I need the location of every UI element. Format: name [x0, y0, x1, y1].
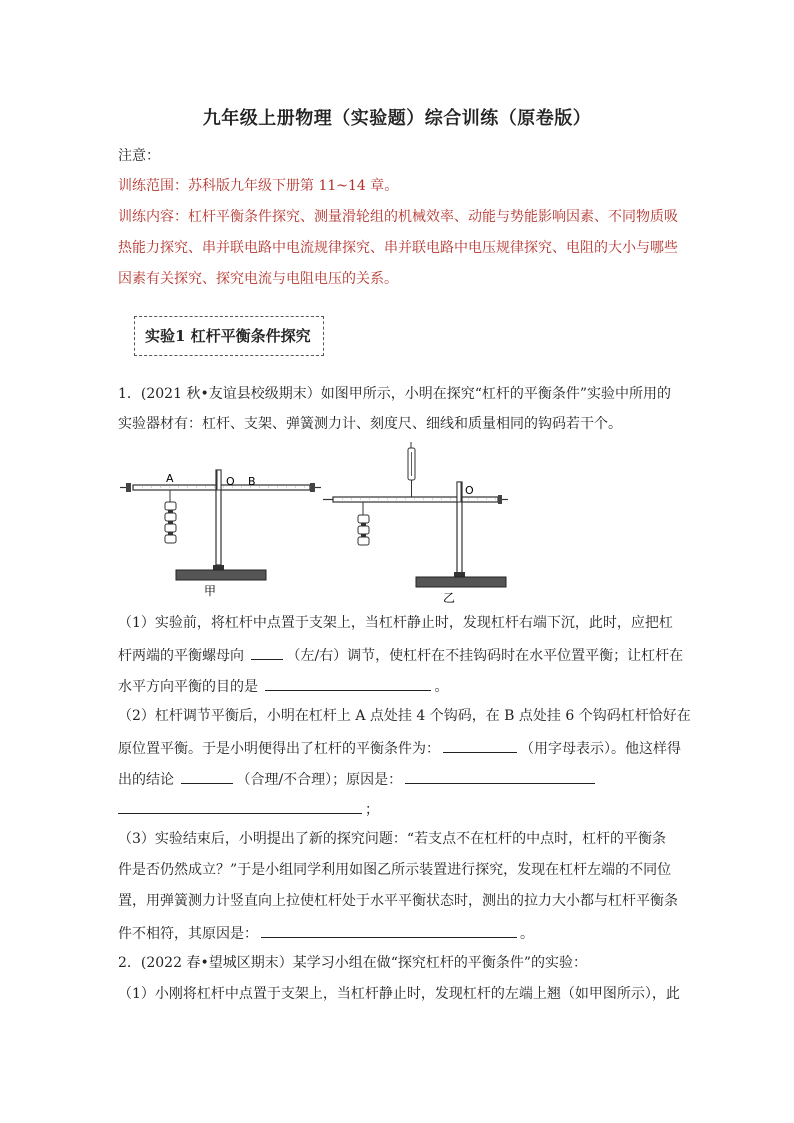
scope-label: 训练范围：	[118, 178, 188, 194]
label-jia: 甲	[204, 584, 217, 598]
q1-part2-text-3b: （合理/不合理）；原因是：	[236, 772, 403, 788]
page-title: 九年级上册物理（实验题）综合训练（原卷版）	[202, 108, 592, 129]
label-yi: 乙	[443, 591, 456, 605]
spring-scale	[408, 442, 415, 497]
pivot-yi	[457, 482, 461, 502]
q1-part1-text-3b: 。	[434, 679, 449, 695]
q1-part1-text-3a: 水平方向平衡的目的是	[118, 679, 263, 695]
answer-blank-reason-1[interactable]	[405, 768, 595, 784]
content-label: 训练内容：	[118, 209, 188, 225]
right-nut-yi	[498, 495, 502, 504]
right-nut-jia	[310, 483, 315, 492]
figure-jia	[120, 470, 321, 598]
q1-part1-line-3	[118, 675, 678, 697]
answer-blank-reason-2[interactable]	[118, 798, 362, 814]
label-b: B	[248, 475, 256, 488]
q1-part3-text-4b: 。	[520, 926, 534, 942]
answer-blank-formula[interactable]	[443, 737, 517, 753]
training-content-line-1	[118, 207, 678, 227]
answer-blank-purpose[interactable]	[265, 675, 431, 691]
q1-part3-line-1: （3）实验结束后，小明提出了新的探究问题：“若支点不在杠杆的中点时，杠杆的平衡条	[118, 831, 667, 847]
content-text-1: 杠杆平衡条件探究、测量滑轮组的机械效率、动能与势能影响因素、不同物质吸	[188, 209, 678, 225]
hook-weights-yi	[358, 515, 369, 545]
q1-part2-text-3a: 出的结论	[118, 772, 179, 788]
q1-part1-text-2a: 杆两端的平衡螺母向	[118, 648, 249, 664]
answer-blank-direction[interactable]	[251, 644, 283, 660]
base-block-yi	[454, 572, 465, 577]
base-yi	[416, 577, 506, 587]
q1-part2-line-1: （2）杠杆调节平衡后，小明在杠杆上 A 点处挂 4 个钩码，在 B 点处挂 6 个钩码杠杆恰好在	[118, 708, 691, 724]
answer-blank-reasonable[interactable]	[181, 768, 233, 784]
pivot-jia	[217, 470, 221, 490]
q1-part3-line-4	[118, 922, 678, 944]
q1-part1-line-1: （1）实验前，将杠杆中点置于支架上，当杠杆静止时，发现杠杆右端下沉，此时，应把杠	[118, 615, 673, 631]
hook-weights-jia	[165, 502, 176, 543]
q1-stem-line-2: 实验器材有：杠杆、支架、弹簧测力计、刻度尺、细线和质量相同的钩码若干个。	[118, 416, 622, 432]
q1-part2-text-4b: ；	[365, 802, 379, 818]
q1-part2-text-2a: 原位置平衡。于是小明便得出了杠杆的平衡条件为：	[118, 741, 440, 757]
lever-bar-yi	[333, 497, 498, 502]
q1-part2-line-4	[118, 798, 678, 820]
left-nut-jia	[126, 483, 131, 492]
q1-part2-line-3	[118, 768, 678, 790]
q1-part2-line-2	[118, 737, 681, 759]
section-heading-box: 实验1 杠杆平衡条件探究	[134, 316, 324, 356]
q1-part2-text-2b: （用字母表示）。他这样得	[520, 741, 681, 757]
answer-blank-cause[interactable]	[261, 922, 517, 938]
q2-stem-line-1: 2．(2022 春•望城区期末）某学习小组在做“探究杠杆的平衡条件”的实验：	[118, 955, 588, 971]
q1-stem-line-1: 1．(2021 秋•友谊县校级期末）如图甲所示，小明在探究“杠杆的平衡条件”实验中所用的	[118, 386, 672, 402]
training-content-line-2: 热能力探究、串并联电路中电流规律探究、串并联电路中电压规律探究、电阻的大小与哪些	[118, 240, 678, 256]
label-o-jia: O	[226, 475, 235, 488]
training-scope	[118, 176, 678, 196]
q1-part1-text-2b: （左/右）调节，使杠杆在不挂钩码时在水平位置平衡；让杠杆在	[286, 648, 684, 664]
training-content-line-3: 因素有关探究、探究电流与电阻电压的关系。	[118, 271, 398, 287]
q1-part3-text-4a: 件不相符，其原因是：	[118, 926, 258, 942]
label-o-yi: O	[465, 484, 474, 497]
lever-figure	[118, 440, 518, 605]
q1-part3-line-2: 件是否仍然成立？”于是小组同学利用如图乙所示装置进行探究，发现在杠杆左端的不同位	[118, 862, 672, 878]
label-a: A	[166, 472, 174, 485]
base-jia	[176, 570, 266, 580]
q1-part1-line-2	[118, 644, 684, 666]
base-block-jia	[213, 565, 224, 570]
figure-yi	[323, 442, 508, 605]
scope-text: 苏科版九年级下册第 11~14 章。	[188, 178, 399, 194]
notice-label: 注意：	[118, 148, 160, 164]
q1-part3-line-3: 置，用弹簧测力计竖直向上拉使杠杆处于水平平衡状态时，测出的拉力大小都与杠杆平衡条	[118, 893, 678, 909]
q2-stem-line-2: （1）小刚将杠杆中点置于支架上，当杠杆静止时，发现杠杆的左端上翘（如甲图所示），此	[118, 986, 680, 1002]
